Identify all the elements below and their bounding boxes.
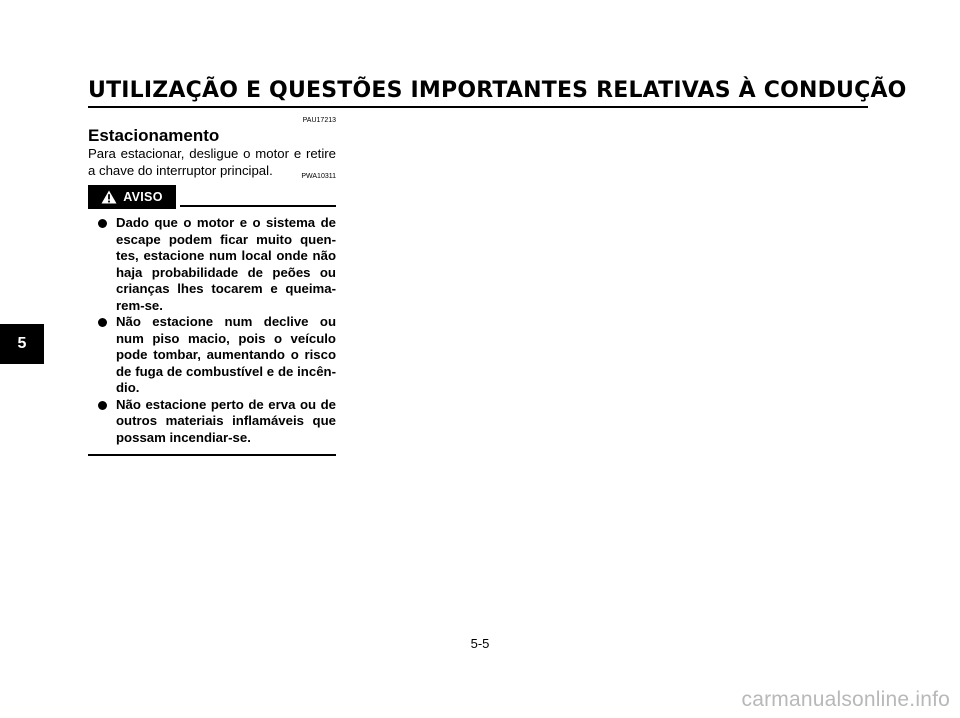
warning-item [88,314,336,397]
warning-badge [88,185,176,209]
warning-code: PWA10311 [301,173,336,180]
bullet-icon [98,401,107,410]
chapter-tab [0,324,44,364]
warning-item [88,397,336,447]
warning-header [88,185,336,209]
warning-item-text: Dado que o motor e o sistema de escape podem ficar muito quentes, estacione num local onde não haja probabilidade de peões ou crianças lhes tocarem e queimarem-se. [116,215,336,313]
header-rule [88,106,868,108]
section-body: Para estacionar, desligue o motor e retire a chave do interruptor principal. [88,146,336,178]
section-title: Estacionamento [88,126,220,145]
warning-bottom-rule [88,454,336,456]
chapter-number: 5 [17,335,27,352]
warning-item-text: Não estacione num declive ou num piso macio, pois o veículo pode tombar, aumentando o risco de fuga de combustível e de incêndio. [116,314,336,395]
watermark: carmanualsonline.info [741,688,950,711]
section-code: PAU17213 [302,117,336,124]
warning-item [88,215,336,314]
warning-label: AVISO [123,190,163,204]
page-number: 5-5 [470,636,490,651]
warning-triangle-icon [101,190,117,204]
page-header [88,78,907,110]
page-title: UTILIZAÇÃO E QUESTÕES IMPORTANTES RELATIVAS À CONDUÇÃO [88,78,907,103]
warning-list [88,215,336,446]
bullet-icon [98,318,107,327]
bullet-icon [98,219,107,228]
content-column [88,116,336,456]
warning-header-rule [180,205,336,207]
warning-item-text: Não estacione perto de erva ou de outros materiais inflamáveis que possam incendiar-se. [116,396,336,445]
